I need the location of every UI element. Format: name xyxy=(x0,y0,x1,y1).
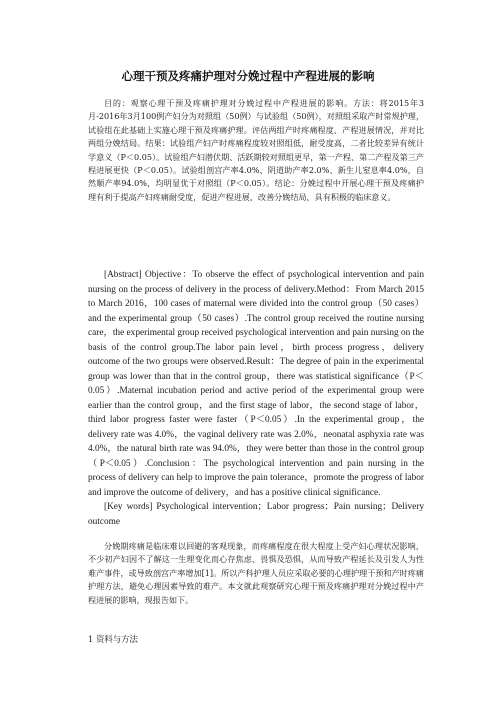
english-keywords: [Key words] Psychological intervention；Labor progress；Pain nursing；Delivery outcome xyxy=(88,502,424,527)
introduction-paragraph: 分娩期疼痛是临床难以回避的客观现象，而疼痛程度在很大程度上受产妇心理状况影响，不少初产妇因不了解这一生理变化而心存焦虑、畏惧及恐惧，从而导致产程延长及引发人为性难产事件，或导致剖宫产率增加[1]。所以产科护理人员应采取必要的心理护理干预和产时疼痛护理方法，避免心理因素导致的难产。本文就此观察研究心理干预及疼痛护理对分娩过程中产程进展的影响，现报告如下。 xyxy=(88,541,424,605)
section-heading: 1 资料与方法 xyxy=(88,634,138,644)
chinese-abstract: 目的：观察心理干预及疼痛护理对分娩过程中产程进展的影响。方法：将2015年3月-2016年3月100例产妇分为对照组（50例）与试验组（50例），对照组采取产时常规护理，试验组在此基础上实施心理干预及疼痛护理。评估两组产时疼痛程度、产程进展情况，并对比两组分娩结局。结果：试验组产妇产时疼痛程度较对照组低，耐受度高，二者比较差异有统计学意义（P＜0.05）。试验组产妇潜伏期、活跃期较对照组更早，第一产程、第二产程及第三产程进展更快（P＜0.05）。试验组剖宫产率4.0%、阴道助产率2.0%、新生儿窒息率4.0%，自然顺产率94.0%，均明显优于对照组（P＜0.05）。结论：分娩过程中开展心理干预及疼痛护理有利于提高产妇疼痛耐受度，促进产程进展，改善分娩结局，具有积极的临床意义。 xyxy=(88,98,424,202)
article-title: 心理干预及疼痛护理对分娩过程中产程进展的影响 xyxy=(121,69,375,83)
english-abstract: [Abstract] Objective：To observe the effect of psychological intervention and pain nursing on the process of delivery in the process of delivery.Method：From March 2015 to March 2016，100 cases of maternal were divided into the control group（50 cases） and the experimental group（50 cases）.The control group received the routine nursing care，the experimental group received psychological intervention and pain nursing on the basis of the control group.The labor pain level，birth process progress，delivery outcome of the two groups were observed.Result：The degree of pain in the experimental group was lower than that in the control group，there was statistical significance（P＜0.05）.Maternal incubation period and active period of the experimental group were earlier than the control group，and the first stage of labor，the second stage of labor，third labor progress faster were faster（P＜0.05）.In the experimental group，the delivery rate was 4.0%，the vaginal delivery rate was 2.0%，neonatal asphyxia rate was 4.0%，the natural birth rate was 94.0%，they were better than those in the control group（P＜0.05）.Conclusion：The psychological intervention and pain nursing in the process of delivery can help to improve the pain tolerance，promote the progress of labor and improve the outcome of delivery，and has a positive clinical significance. xyxy=(88,270,424,498)
